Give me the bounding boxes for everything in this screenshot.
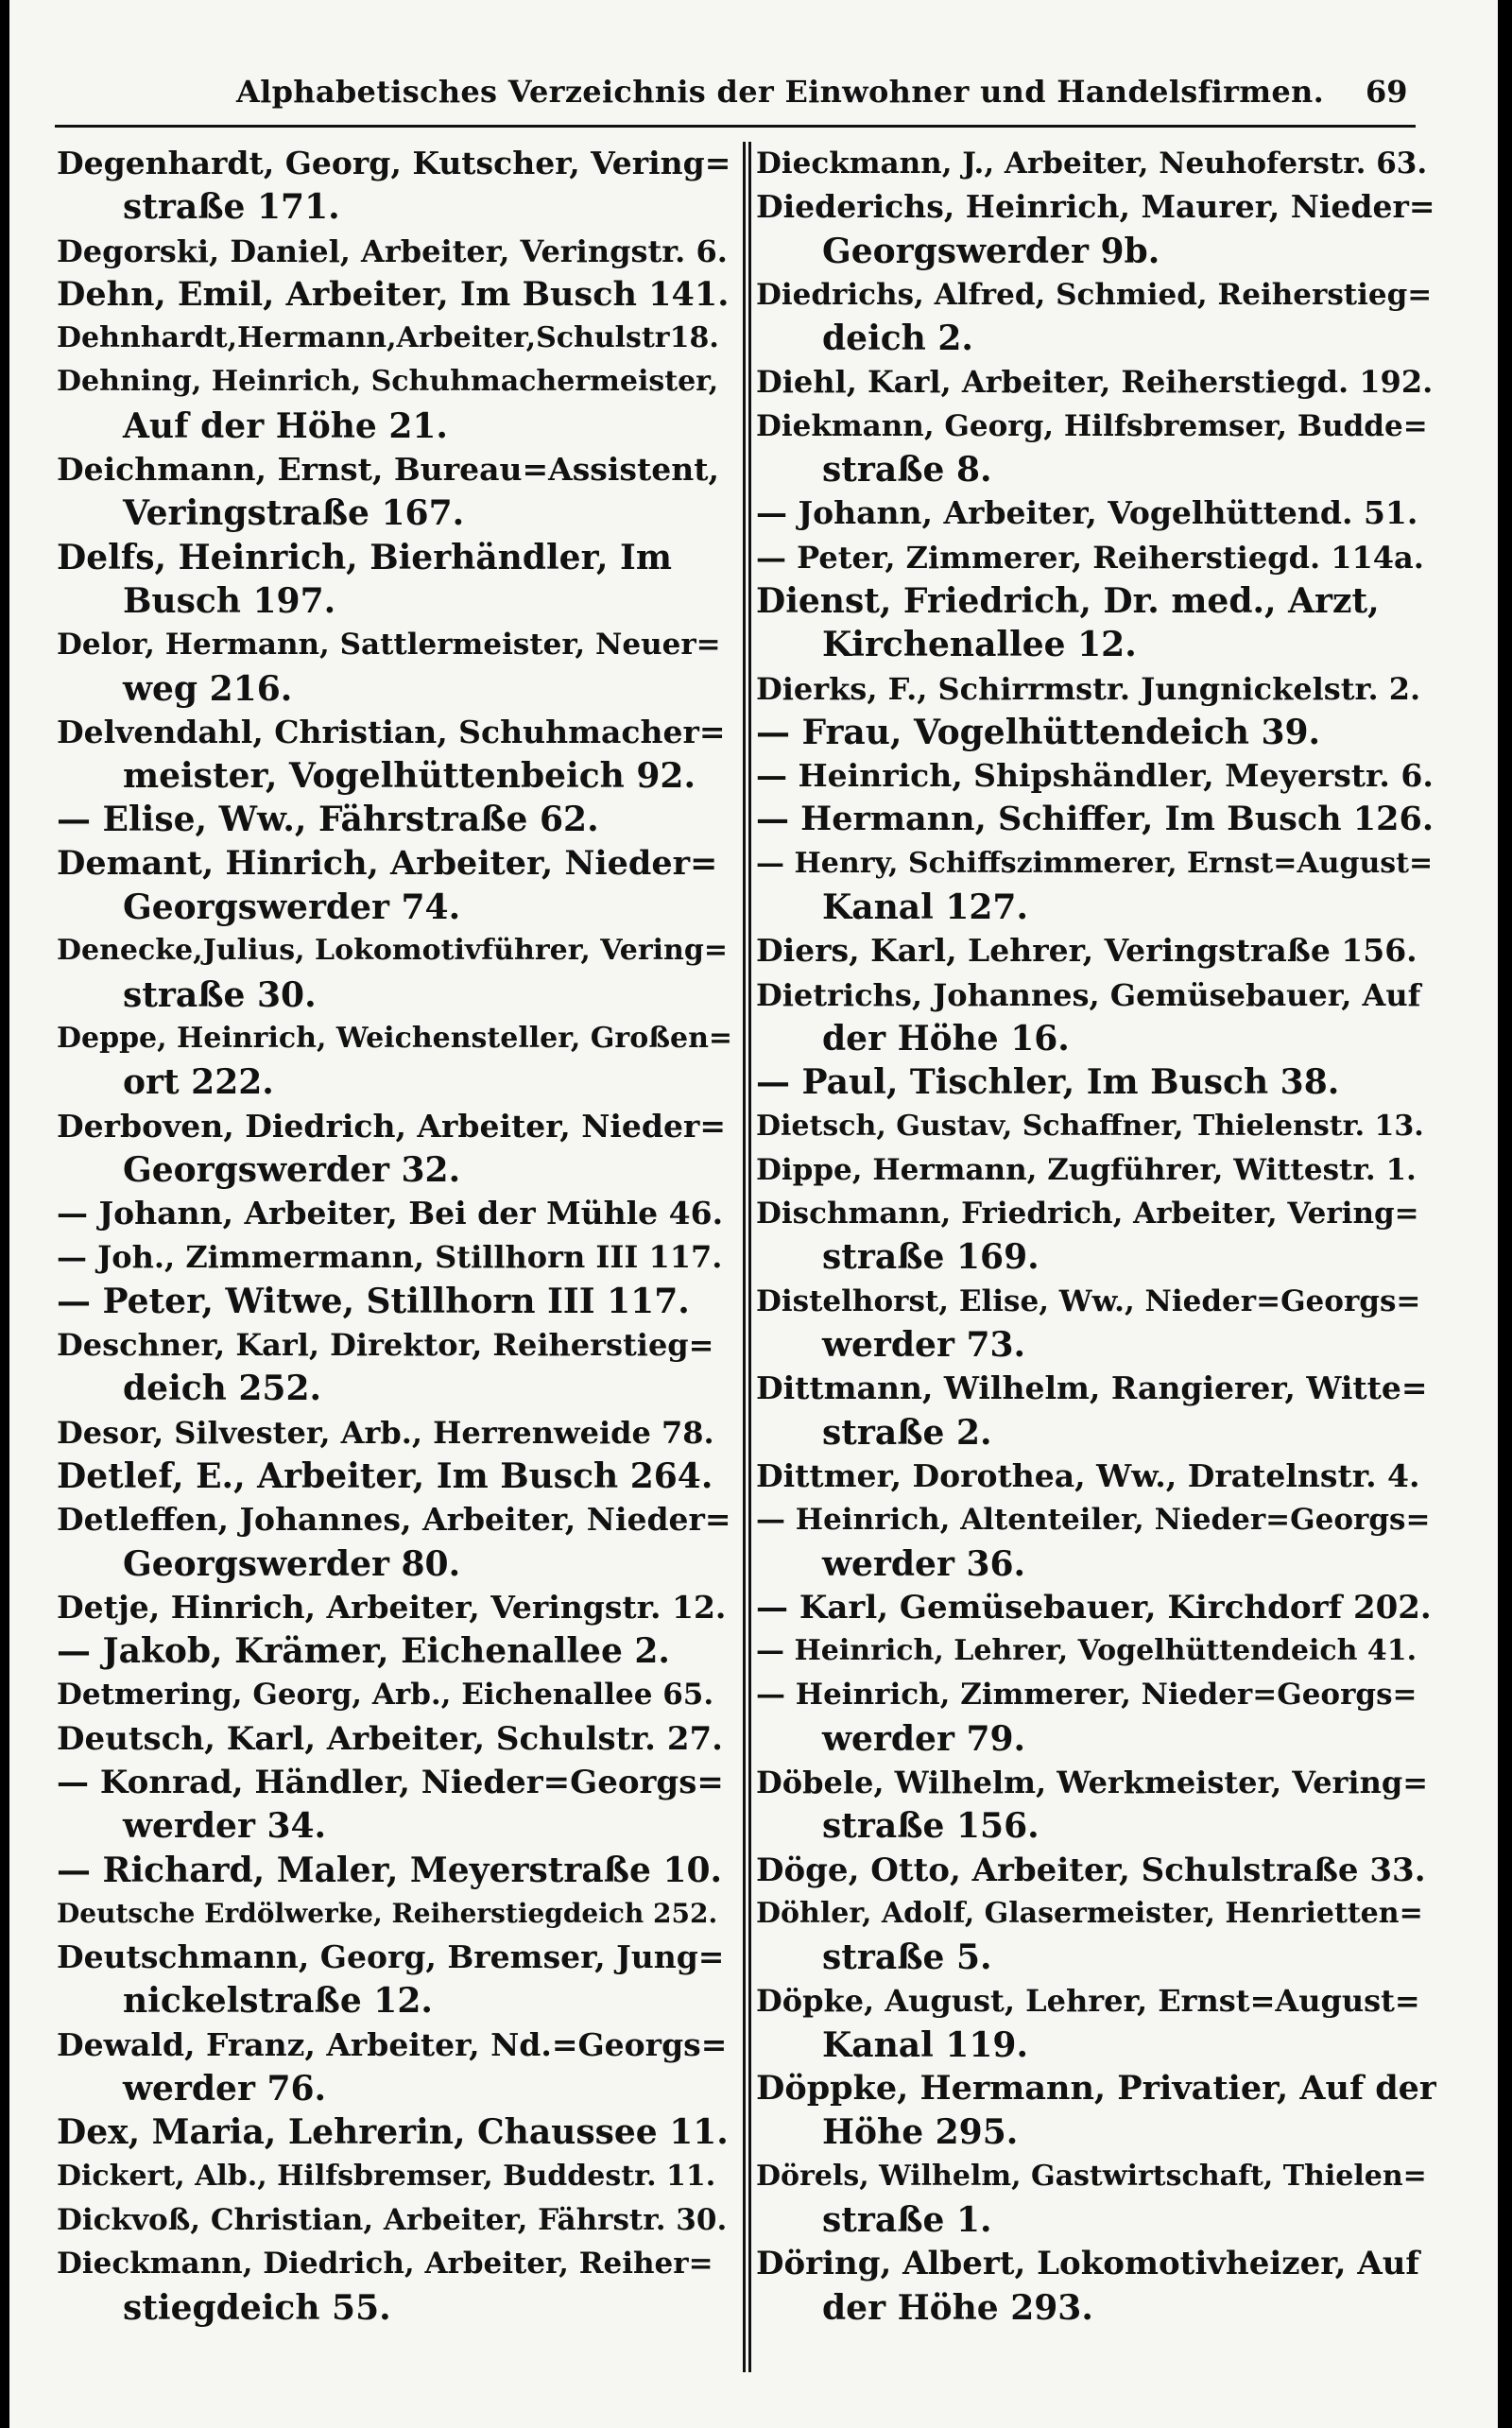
directory-entry: Deppe, Heinrich, Weichensteller, Großen= <box>57 1021 732 1055</box>
directory-entry: Dietsch, Gustav, Schaffner, Thielenstr. 13. <box>756 1109 1424 1143</box>
page-number: 69 <box>1366 74 1408 110</box>
directory-entry-continuation: werder 73. <box>822 1325 1026 1366</box>
directory-entry-continuation: deich 2. <box>822 319 973 359</box>
directory-entry: — Johann, Arbeiter, Vogelhüttend. 51. <box>756 494 1418 532</box>
directory-entry-continuation: Kanal 127. <box>822 887 1029 928</box>
directory-entry: Detje, Hinrich, Arbeiter, Veringstr. 12. <box>57 1588 727 1626</box>
directory-entry: — Heinrich, Zimmerer, Nieder=Georgs= <box>756 1678 1418 1713</box>
directory-entry-continuation: meister, Vogelhüttenbeich 92. <box>123 756 696 797</box>
directory-entry-continuation: deich 252. <box>123 1369 322 1409</box>
page-header-title: Alphabetisches Verzeichnis der Einwohner und Handelsfirmen. <box>236 74 1325 110</box>
directory-entry-continuation: straße 169. <box>822 1237 1040 1278</box>
directory-entry: — Jakob, Krämer, Eichenallee 2. <box>57 1631 670 1672</box>
directory-entry-continuation: Georgswerder 80. <box>123 1543 461 1584</box>
directory-entry-continuation: Georgswerder 74. <box>123 887 461 928</box>
column-divider <box>748 142 751 2372</box>
directory-entry: Desor, Silvester, Arb., Herrenweide 78. <box>57 1414 714 1451</box>
directory-entry: Döbele, Wilhelm, Werkmeister, Vering= <box>756 1764 1429 1800</box>
directory-entry: Deichmann, Ernst, Bureau=Assistent, <box>57 451 719 489</box>
directory-entry: Denecke,Julius, Lokomotivführer, Vering= <box>57 934 728 968</box>
directory-entry: Dehn, Emil, Arbeiter, Im Busch 141. <box>57 274 730 314</box>
directory-entry: — Peter, Zimmerer, Reiherstiegd. 114a. <box>756 539 1424 576</box>
directory-entry: — Heinrich, Lehrer, Vogelhüttendeich 41. <box>756 1634 1418 1668</box>
directory-entry: Deutsche Erdölwerke, Reiherstiegdeich 252. <box>57 1897 718 1929</box>
directory-entry-continuation: Veringstraße 167. <box>123 493 465 534</box>
directory-entry-continuation: straße 171. <box>123 187 340 228</box>
directory-entry: Delfs, Heinrich, Bierhändler, Im <box>57 537 672 577</box>
directory-entry-continuation: der Höhe 293. <box>822 2287 1093 2328</box>
directory-entry-continuation: Auf der Höhe 21. <box>123 405 448 446</box>
directory-entry: Dierks, F., Schirrmstr. Jungnickelstr. 2. <box>756 670 1421 707</box>
directory-entry: Dickert, Alb., Hilfsbremser, Buddestr. 11. <box>57 2159 716 2193</box>
directory-entry-continuation: straße 8. <box>822 450 992 491</box>
directory-entry: — Heinrich, Altenteiler, Nieder=Georgs= <box>756 1503 1431 1538</box>
directory-entry: Delor, Hermann, Sattlermeister, Neuer= <box>57 628 721 663</box>
directory-entry: Diekmann, Georg, Hilfsbremser, Budde= <box>756 408 1428 443</box>
directory-entry-continuation: Busch 197. <box>123 580 336 621</box>
right-column <box>756 142 1436 2330</box>
directory-entry: — Hermann, Schiffer, Im Busch 126. <box>756 800 1435 839</box>
directory-entry: Döpke, August, Lehrer, Ernst=August= <box>756 1983 1420 2020</box>
directory-entry: Dickvoß, Christian, Arbeiter, Fährstr. 30. <box>57 2202 728 2237</box>
directory-entry: Distelhorst, Elise, Ww., Nieder=Georgs= <box>756 1283 1421 1318</box>
directory-entry: — Henry, Schiffszimmerer, Ernst=August= <box>756 846 1434 880</box>
directory-entry-continuation: Höhe 295. <box>822 2112 1019 2153</box>
directory-entry-continuation: Kirchenallee 12. <box>822 625 1137 665</box>
directory-entry: Dehnhardt,Hermann,Arbeiter,Schulstr18. <box>57 321 719 355</box>
directory-entry-continuation: werder 76. <box>123 2069 327 2109</box>
directory-entry: Dewald, Franz, Arbeiter, Nd.=Georgs= <box>57 2025 728 2063</box>
directory-entry: Demant, Hinrich, Arbeiter, Nieder= <box>57 843 718 883</box>
directory-entry: — Elise, Ww., Fährstraße 62. <box>57 800 599 840</box>
directory-entry-continuation: weg 216. <box>123 668 293 709</box>
directory-entry-continuation: straße 2. <box>822 1412 992 1453</box>
directory-entry-continuation: straße 156. <box>822 1806 1040 1847</box>
directory-entry-continuation: Georgswerder 32. <box>123 1149 461 1190</box>
directory-entry: Derboven, Diedrich, Arbeiter, Nieder= <box>57 1107 727 1145</box>
directory-entry: Dieckmann, J., Arbeiter, Neuhoferstr. 63. <box>756 146 1428 181</box>
directory-entry: Diederichs, Heinrich, Maurer, Nieder= <box>756 188 1435 226</box>
directory-entry-continuation: Georgswerder 9b. <box>822 231 1160 271</box>
directory-entry: Diers, Karl, Lehrer, Veringstraße 156. <box>756 932 1418 970</box>
directory-entry: Degenhardt, Georg, Kutscher, Vering= <box>57 145 731 181</box>
directory-entry: Deutsch, Karl, Arbeiter, Schulstr. 27. <box>57 1719 724 1758</box>
directory-entry: — Konrad, Händler, Nieder=Georgs= <box>57 1763 724 1801</box>
directory-page <box>9 0 1498 2428</box>
directory-entry: Döring, Albert, Lokomotivheizer, Auf <box>756 2245 1420 2283</box>
directory-entry: Dienst, Friedrich, Dr. med., Arzt, <box>756 580 1380 621</box>
directory-entry-continuation: nickelstraße 12. <box>123 1981 433 2022</box>
directory-entry: Detlef, E., Arbeiter, Im Busch 264. <box>57 1455 713 1496</box>
directory-entry: Deutschmann, Georg, Bremser, Jung= <box>57 1938 725 1976</box>
directory-entry-continuation: stiegdeich 55. <box>123 2287 391 2328</box>
directory-entry: Dittmer, Dorothea, Ww., Dratelnstr. 4. <box>756 1456 1420 1494</box>
directory-entry: Dehning, Heinrich, Schuhmachermeister, <box>57 365 719 399</box>
header-rule <box>55 125 1416 128</box>
directory-entry-continuation: werder 79. <box>822 1718 1026 1759</box>
directory-entry: — Johann, Arbeiter, Bei der Mühle 46. <box>57 1195 724 1232</box>
directory-entry: Dörels, Wilhelm, Gastwirtschaft, Thielen= <box>756 2159 1427 2193</box>
directory-entry-continuation: der Höhe 16. <box>822 1018 1070 1059</box>
directory-entry: — Peter, Witwe, Stillhorn III 117. <box>57 1281 690 1321</box>
directory-entry: Dischmann, Friedrich, Arbeiter, Vering= <box>756 1197 1419 1231</box>
directory-entry-continuation: straße 30. <box>123 974 317 1015</box>
directory-entry: Deschner, Karl, Direktor, Reiherstieg= <box>57 1327 714 1364</box>
directory-entry-continuation: ort 222. <box>123 1062 274 1103</box>
directory-entry: Döppke, Hermann, Privatier, Auf der <box>756 2069 1436 2109</box>
directory-entry: Degorski, Daniel, Arbeiter, Veringstr. 6. <box>57 232 728 269</box>
directory-entry: Diehl, Karl, Arbeiter, Reiherstiegd. 192. <box>756 364 1434 401</box>
directory-entry: Diedrichs, Alfred, Schmied, Reiherstieg= <box>756 277 1433 312</box>
directory-entry: — Karl, Gemüsebauer, Kirchdorf 202. <box>756 1588 1432 1627</box>
directory-entry: Döge, Otto, Arbeiter, Schulstraße 33. <box>756 1851 1426 1889</box>
directory-entry: Dippe, Hermann, Zugführer, Wittestr. 1. <box>756 1152 1417 1187</box>
directory-entry: Dieckmann, Diedrich, Arbeiter, Reiher= <box>57 2247 713 2282</box>
directory-entry: Dex, Maria, Lehrerin, Chaussee 11. <box>57 2112 729 2153</box>
left-column <box>57 142 732 2330</box>
directory-entry: Detleffen, Johannes, Arbeiter, Nieder= <box>57 1501 731 1539</box>
directory-entry-continuation: werder 36. <box>822 1543 1026 1584</box>
directory-entry-continuation: straße 5. <box>822 1937 992 1978</box>
directory-entry: — Richard, Maler, Meyerstraße 10. <box>57 1850 723 1890</box>
directory-entry: — Paul, Tischler, Im Busch 38. <box>756 1062 1340 1103</box>
directory-entry-continuation: werder 34. <box>123 1806 327 1847</box>
directory-entry: Dittmann, Wilhelm, Rangierer, Witte= <box>756 1369 1428 1407</box>
directory-entry: Detmering, Georg, Arb., Eichenallee 65. <box>57 1678 714 1713</box>
directory-entry: Dietrichs, Johannes, Gemüsebauer, Auf <box>756 976 1421 1013</box>
directory-entry: — Joh., Zimmermann, Stillhorn III 117. <box>57 1239 723 1276</box>
directory-entry: — Frau, Vogelhüttendeich 39. <box>756 712 1321 752</box>
directory-entry: Döhler, Adolf, Glasermeister, Henrietten= <box>756 1896 1423 1930</box>
directory-entry: — Heinrich, Shipshändler, Meyerstr. 6. <box>756 757 1434 795</box>
directory-entry-continuation: straße 1. <box>822 2199 992 2240</box>
directory-entry-continuation: Kanal 119. <box>822 2024 1029 2065</box>
column-divider <box>743 142 746 2372</box>
directory-entry: Delvendahl, Christian, Schuhmacher= <box>57 713 726 750</box>
